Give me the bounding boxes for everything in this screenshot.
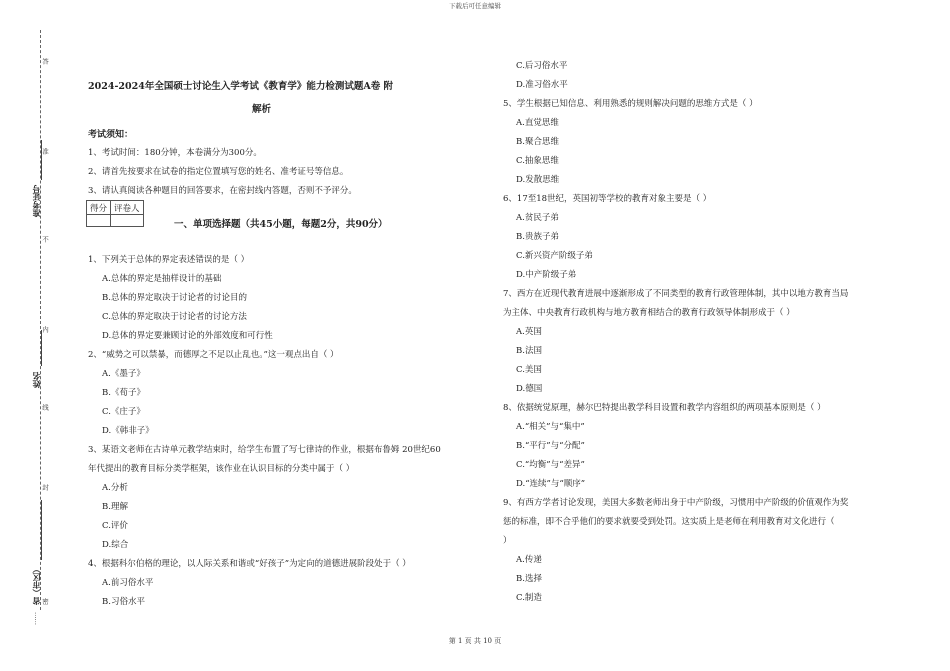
answer-option: C.美国 bbox=[516, 365, 542, 375]
answer-option: D.中产阶级子弟 bbox=[516, 270, 577, 280]
answer-option: C.后习俗水平 bbox=[516, 61, 568, 71]
question-text: ） bbox=[503, 536, 512, 546]
answer-option: A.贫民子弟 bbox=[516, 213, 559, 223]
answer-option: D.发散思维 bbox=[516, 175, 560, 185]
answer-option: A.总体的界定是抽样设计的基础 bbox=[102, 274, 222, 284]
answer-option: B.习俗水平 bbox=[102, 597, 145, 607]
answer-option: C.评价 bbox=[102, 521, 128, 531]
answer-option: B.总体的界定取决于讨论者的讨论目的 bbox=[102, 293, 247, 303]
exam-number-label: 准考证号 bbox=[31, 185, 41, 217]
seal-mark-6: 封 bbox=[41, 484, 49, 491]
answer-option: D.综合 bbox=[102, 540, 129, 550]
question-text: 8、依据统觉原理，赫尔巴特提出教学科目设置和教学内容组织的两项基本原则是（ ） bbox=[503, 403, 826, 413]
score-label: 得分 bbox=[87, 201, 111, 215]
answer-option: D.“连续”与“顺序” bbox=[516, 479, 586, 489]
answer-option: D.准习俗水平 bbox=[516, 80, 568, 90]
seal-mark-7: 密 bbox=[41, 598, 49, 605]
score-cell[interactable] bbox=[87, 215, 111, 227]
answer-option: C.制造 bbox=[516, 593, 542, 603]
header-note: 下载后可任意编辑 bbox=[449, 2, 501, 10]
question-text: 惩的标准，即不合乎他们的要求就要受到处罚。这实质上是老师在利用教育对文化进行（ bbox=[503, 517, 835, 527]
notice-item: 3、请认真阅读各种题目的回答要求，在密封线内答题，否则不予评分。 bbox=[88, 186, 357, 196]
province-fill-line bbox=[41, 500, 42, 560]
answer-option: C.新兴资产阶级子弟 bbox=[516, 251, 593, 261]
page-footer: 第 1 页 共 10 页 bbox=[448, 637, 502, 645]
question-text: 1、下列关于总体的界定表述错误的是（ ） bbox=[88, 255, 250, 265]
grader-cell[interactable] bbox=[111, 215, 144, 227]
exam-number-fill-line bbox=[41, 140, 42, 180]
answer-option: A.前习俗水平 bbox=[102, 578, 154, 588]
answer-option: B.“平行”与“分配” bbox=[516, 441, 585, 451]
question-text: 4、根据科尔伯格的理论，以人际关系和谐或“好孩子”为定向的道德进展阶段处于（ ） bbox=[88, 559, 411, 569]
question-text: 2、“威势之可以禁暴，而德厚之不足以止乱也。”这一观点出自（ ） bbox=[88, 350, 339, 360]
question-text: 5、学生根据已知信息、利用熟悉的规则解决问题的思维方式是（ ） bbox=[503, 99, 758, 109]
seal-mark-1: 答 bbox=[41, 58, 49, 65]
notice-heading: 考试须知： bbox=[88, 130, 134, 140]
answer-option: B.法国 bbox=[516, 346, 542, 356]
answer-option: A.传递 bbox=[516, 555, 542, 565]
name-label: 姓名 bbox=[31, 372, 41, 388]
seal-mark-3: 不 bbox=[41, 236, 49, 243]
answer-option: A.分析 bbox=[102, 483, 128, 493]
seal-mark-4: 内 bbox=[41, 326, 49, 333]
section-title: 一、单项选择题（共45小题，每题2分，共90分） bbox=[174, 219, 388, 230]
document-title-line1: 2024-2024年全国硕士讨论生入学考试《教育学》能力检测试题A卷 附 bbox=[88, 81, 394, 92]
answer-option: B.贵族子弟 bbox=[516, 232, 559, 242]
score-box bbox=[86, 200, 144, 227]
question-text: 7、西方在近现代教育进展中逐渐形成了不同类型的教育行政管理体制，其中以地方教育当局 bbox=[503, 289, 849, 299]
answer-option: A.《墨子》 bbox=[102, 369, 145, 379]
question-text: 年代提出的教育目标分类学框架，该作业在认识目标的分类中属于（ ） bbox=[88, 464, 355, 474]
question-text: 3、某语文老师在古诗单元教学结束时，给学生布置了写七律诗的作业，根据布鲁姆 20世纪60 bbox=[88, 445, 441, 455]
answer-option: D.德国 bbox=[516, 384, 543, 394]
question-text: 6、17至18世纪，英国初等学校的教育对象主要是（ ） bbox=[503, 194, 712, 204]
seal-mark-2: 准 bbox=[41, 148, 49, 155]
answer-option: C.《庄子》 bbox=[102, 407, 145, 417]
province-underline-mark: …… bbox=[33, 612, 41, 625]
seal-mark-5: 线 bbox=[41, 404, 49, 411]
answer-option: B.聚合思维 bbox=[516, 137, 559, 147]
answer-option: B.理解 bbox=[102, 502, 128, 512]
grader-label: 评卷人 bbox=[111, 201, 144, 215]
answer-option: D.《韩非子》 bbox=[102, 426, 154, 436]
notice-item: 1、考试时间：180分钟，本卷满分为300分。 bbox=[88, 148, 262, 158]
answer-option: D.总体的界定要兼顾讨论的外部效度和可行性 bbox=[102, 331, 273, 341]
answer-option: C.“均衡”与“差异” bbox=[516, 460, 585, 470]
name-fill-line bbox=[41, 330, 42, 366]
answer-option: C.总体的界定取决于讨论者的讨论方法 bbox=[102, 312, 247, 322]
answer-option: A.直觉思维 bbox=[516, 118, 559, 128]
notice-item: 2、请首先按要求在试卷的指定位置填写您的姓名、准考证号等信息。 bbox=[88, 167, 349, 177]
answer-option: B.选择 bbox=[516, 574, 542, 584]
question-text: 为主体、中央教育行政机构与地方教育相结合的教育行政领导体制形成于（ ） bbox=[503, 308, 795, 318]
answer-option: A.英国 bbox=[516, 327, 542, 337]
answer-option: A.“相关”与“集中” bbox=[516, 422, 585, 432]
answer-option: B.《荀子》 bbox=[102, 388, 145, 398]
answer-option: C.抽象思维 bbox=[516, 156, 559, 166]
document-title-line2: 解析 bbox=[252, 104, 272, 115]
province-label: 省（市区） bbox=[31, 565, 41, 605]
question-text: 9、有西方学者讨论发现，美国大多数老师出身于中产阶级，习惯用中产阶级的价值观作为奖 bbox=[503, 498, 849, 508]
